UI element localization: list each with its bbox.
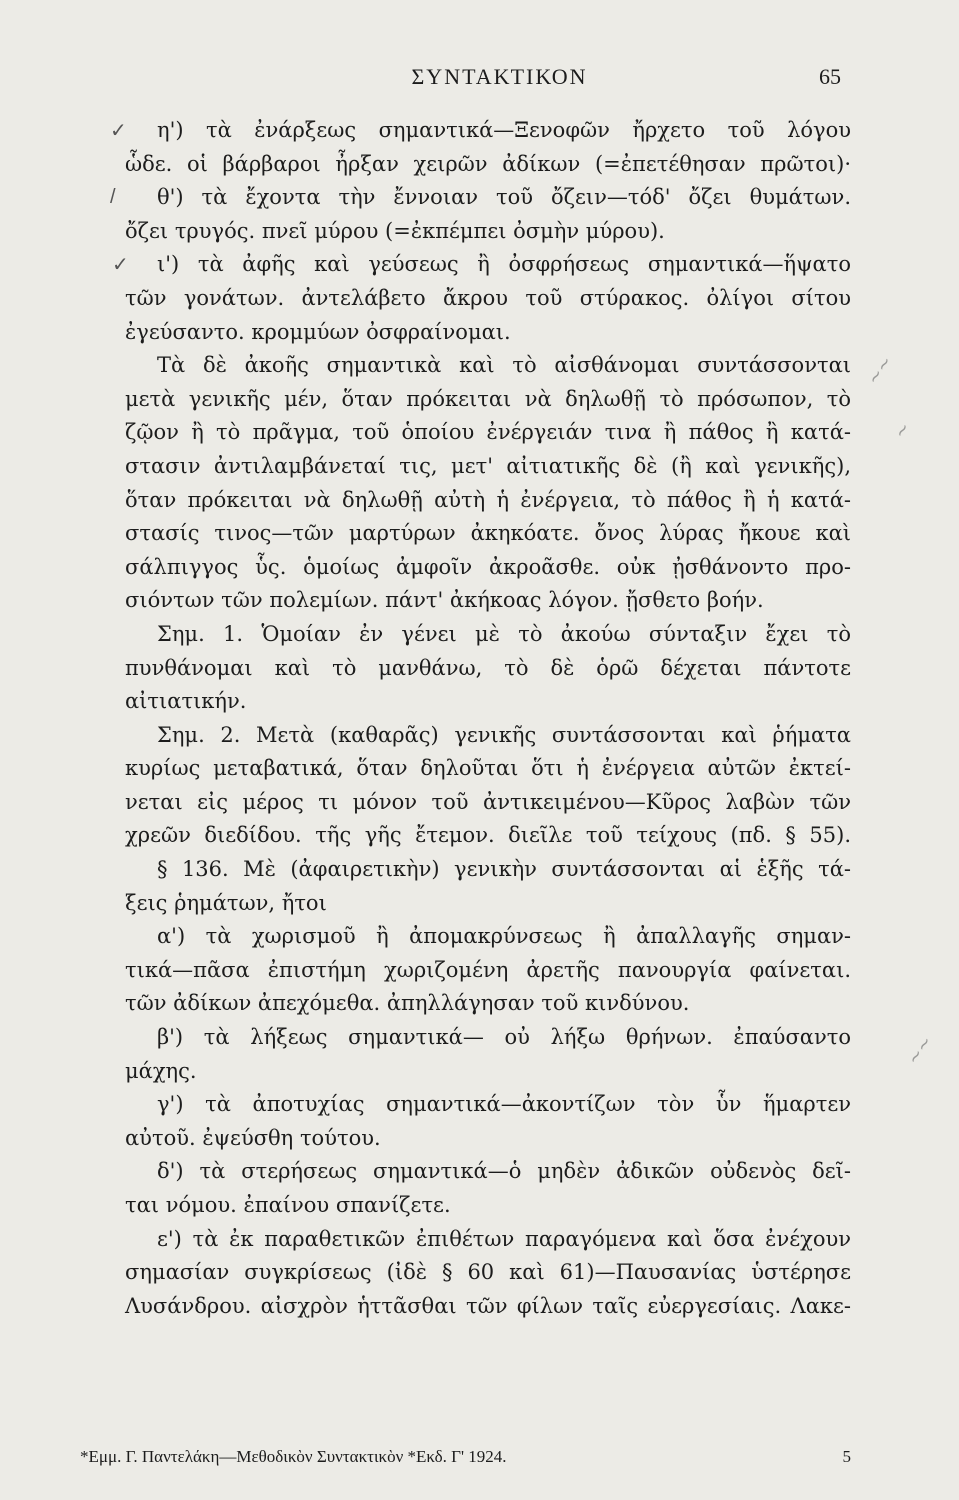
pencil-tick-mark: ✓ <box>112 254 129 276</box>
printer-signature: *Εμμ. Γ. Παντελάκη—Μεθοδικὸν Συντακτικὸν *Εκδ. Γ' 1924. <box>80 1447 507 1466</box>
text-line: σάλπιγγος ὗς. ὁμοίως ἀμφοῖν ἀκροᾶσθε. οὐκ ᾐσθάνοντο προ- <box>125 554 851 579</box>
text-line: ξεις ῥημάτων, ἤτοι <box>125 890 327 915</box>
text-line: ὅταν πρόκειται νὰ δηλωθῇ αὐτὴ ἡ ἐνέργεια, τὸ πάθος ἢ ἡ κατά- <box>125 487 851 512</box>
text-line: α') τὰ χωρισμοῦ ἢ ἀπομακρύνσεως ἢ ἀπαλλαγῆς σημαν- <box>157 924 851 949</box>
text-line: δ') τὰ στερήσεως σημαντικά—ὁ μηδὲν ἀδικῶν οὐδενὸς δεῖ- <box>157 1159 851 1184</box>
text-line: Σημ. 1. Ὁμοίαν ἐν γένει μὲ τὸ ἀκούω σύνταξιν ἔχει τὸ <box>157 621 851 646</box>
text-line: μάχης. <box>125 1058 197 1083</box>
running-title: ΣΥΝΤΑΚΤΙΚΟΝ <box>411 64 588 89</box>
text-line: τικά—πᾶσα ἐπιστήμη χωριζομένη ἀρετῆς πανουργία φαίνεται. <box>125 957 851 982</box>
page-footer <box>80 1447 851 1467</box>
text-line: γ') τὰ ἀποτυχίας σημαντικά—ἀκοντίζων τὸν ὗν ἥμαρτεν <box>157 1092 851 1117</box>
text-line: αὐτοῦ. ἐψεύσθη τούτου. <box>125 1125 381 1150</box>
text-line: τῶν ἀδίκων ἀπεχόμεθα. ἀπηλλάγησαν τοῦ κινδύνου. <box>125 991 690 1016</box>
text-line: θ') τὰ ἔχοντα τὴν ἔννοιαν τοῦ ὄζειν—τόδ' ὄζει θυμάτων. <box>157 185 851 210</box>
page-header <box>120 64 841 90</box>
body-text <box>125 114 851 1323</box>
text-line: νεται εἰς μέρος τι μόνον τοῦ ἀντικειμένου—Κῦρος λαβὼν τῶν <box>125 789 851 814</box>
text-line: ε') τὰ ἐκ παραθετικῶν ἐπιθέτων παραγόμενα καὶ ὅσα ἐνέχουν <box>157 1226 851 1251</box>
text-line: Σημ. 2. Μετὰ (καθαρᾶς) γενικῆς συντάσσονται καὶ ῥήματα <box>157 722 851 747</box>
text-line: § 136. Μὲ (ἀφαιρετικὴν) γενικὴν συντάσσονται αἱ ἑξῆς τά- <box>157 857 851 882</box>
text-line: ζῷον ἢ τὸ πρᾶγμα, τοῦ ὁποίου ἐνέργειάν τινα ἢ πάθος ἢ κατά- <box>125 420 851 445</box>
text-line: σιόντων τῶν πολεμίων. πάντ' ἀκήκοας λόγον. ᾔσθετο βοήν. <box>125 588 764 613</box>
text-line: ι') τὰ ἀφῆς καὶ γεύσεως ἢ ὀσφρήσεως σημαντικά—ἥψατο <box>157 252 851 277</box>
text-line: στασιν ἀντιλαμβάνεταί τις, μετ' αἰτιατικῆς δὲ (ἢ καὶ γενικῆς), <box>125 453 851 478</box>
text-line: η') τὰ ἐνάρξεως σημαντικά—Ξενοφῶν ἤρχετο τοῦ λόγου <box>157 118 851 142</box>
text-line: Τὰ δὲ ἀκοῆς σημαντικὰ καὶ τὸ αἰσθάνομαι συντάσσονται <box>157 353 851 378</box>
text-line: ται νόμου. ἐπαίνου σπανίζετε. <box>125 1193 451 1217</box>
text-line: αἰτιατικήν. <box>125 689 247 714</box>
text-line: μετὰ γενικῆς μέν, ὅταν πρόκειται νὰ δηλωθῇ τὸ πρόσωπον, τὸ <box>125 386 851 411</box>
text-line: β') τὰ λήξεως σημαντικά— οὐ λήξω θρήνων. ἐπαύσαντο <box>157 1025 851 1050</box>
pencil-annotation: ~~ <box>902 1032 938 1069</box>
text-line: χρεῶν διεδίδου. τῆς γῆς ἔτεμον. διεῖλε τοῦ τείχους (πδ. § 55). <box>125 823 851 848</box>
text-line: Λυσάνδρου. αἰσχρὸν ἡττᾶσθαι τῶν φίλων ταῖς εὐεργεσίαις. Λακε- <box>125 1293 851 1318</box>
text-line: τῶν γονάτων. ἀντελάβετο ἄκρου τοῦ στύρακος. ὀλίγοι σίτου <box>125 285 851 310</box>
text-line: κυρίως μεταβατικά, ὅταν δηλοῦται ὅτι ἡ ἐνέργεια αὐτῶν ἐκτεί- <box>125 756 851 781</box>
text-line: ὄζει τρυγός. πνεῖ μύρου (=ἐκπέμπει ὀσμὴν μύρου). <box>125 218 665 243</box>
text-line: σημασίαν συγκρίσεως (ἰδὲ § 60 καὶ 61)—Παυσανίας ὑστέρησε <box>125 1260 851 1285</box>
pencil-tick-mark: / <box>110 186 116 208</box>
pencil-annotation: ~~ <box>862 352 898 389</box>
pencil-tick-mark: ✓ <box>110 120 127 142</box>
text-line: ὧδε. οἱ βάρβαροι ἦρξαν χειρῶν ἀδίκων (=ἐπετέθησαν πρῶτοι)· <box>125 151 851 176</box>
pencil-annotation: ~ <box>889 418 916 443</box>
sheet-number: 5 <box>842 1447 851 1466</box>
text-line: στασίς τινος—τῶν μαρτύρων ἀκηκόατε. ὄνος λύρας ἤκουε καὶ <box>125 521 851 546</box>
page-number: 65 <box>819 64 841 89</box>
text-line: πυνθάνομαι καὶ τὸ μανθάνω, τὸ δὲ ὁρῶ δέχεται πάντοτε <box>125 655 851 680</box>
text-line: ἐγεύσαντο. κρομμύων ὀσφραίνομαι. <box>125 319 511 344</box>
